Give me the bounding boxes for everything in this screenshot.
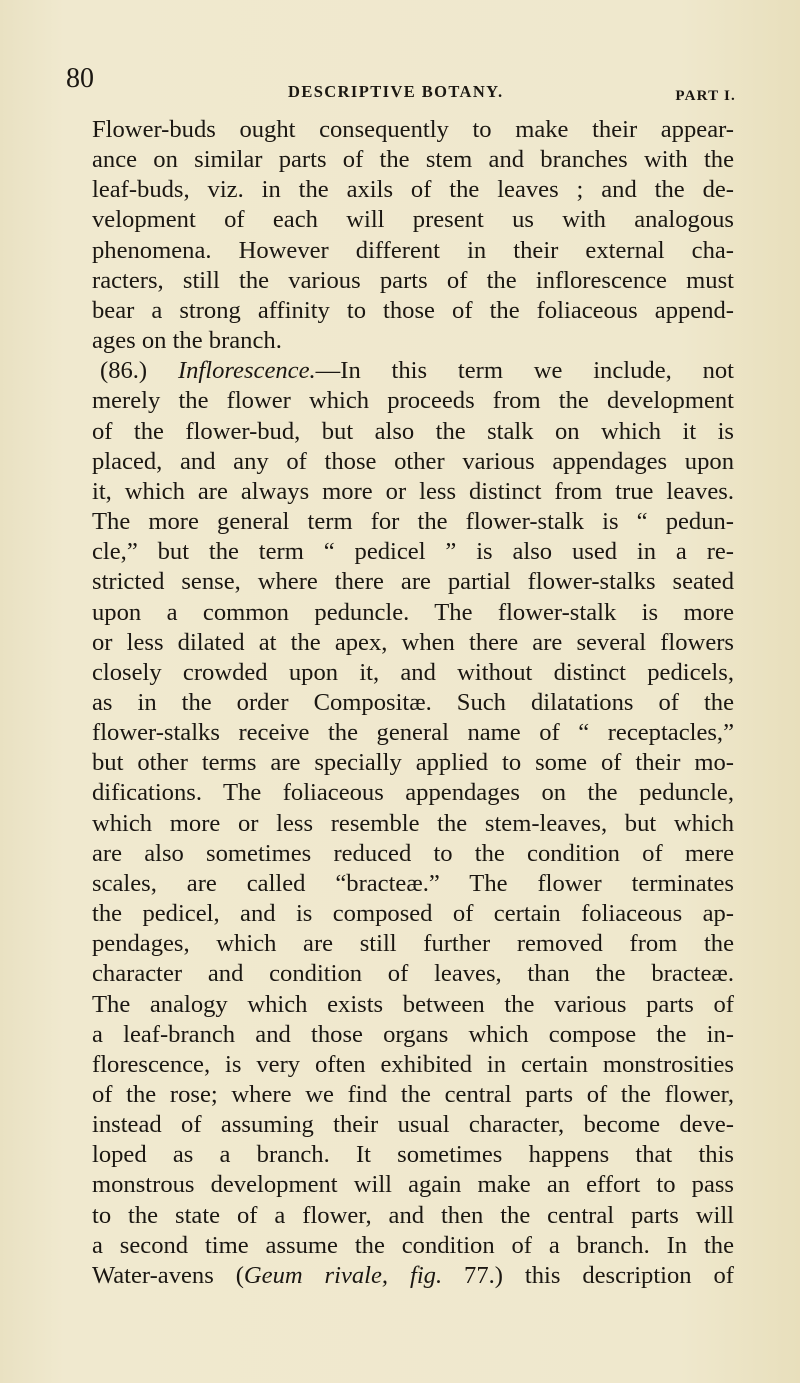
text-line: a second time assume the condition of a branch. In the — [92, 1231, 734, 1259]
text-line: The more general term for the flower-stalk is “ pedun- — [92, 508, 734, 536]
text-line: stricted sense, where there are partial flower-stalks seated — [92, 568, 734, 596]
text-line: character and condition of leaves, than the bracteæ. — [92, 960, 734, 988]
section-number: (86.) — [100, 357, 178, 385]
text-line: difications. The foliaceous appendages on the peduncle, — [92, 779, 734, 807]
text-line: as in the order Compositæ. Such dilatations of the — [92, 688, 734, 716]
section-term: Inflorescence. — [177, 357, 316, 385]
text-line: of the rose; where we find the central parts of the flower, — [92, 1081, 734, 1108]
text-line: upon a common peduncle. The flower-stalk is more — [92, 598, 734, 626]
section-heading-line — [92, 356, 734, 386]
text-line: closely crowded upon it, and without distinct pedicels, — [92, 658, 734, 686]
text-line: monstrous development will again make an effort to pass — [92, 1171, 734, 1199]
body-text — [92, 115, 734, 1291]
text-line: instead of assuming their usual character, become deve- — [92, 1111, 734, 1139]
section-text: —In this term we include, not — [315, 357, 734, 385]
text-line: florescence, is very often exhibited in certain monstrosities — [92, 1050, 734, 1078]
text-line: the pedicel, and is composed of certain foliaceous ap- — [92, 900, 734, 928]
text-run: Water-avens ( — [92, 1261, 244, 1289]
text-line: it, which are always more or less distinct from true leaves. — [92, 477, 734, 505]
text-line: The analogy which exists between the various parts of — [92, 990, 734, 1018]
text-line: scales, are called “bracteæ.” The flower terminates — [92, 869, 734, 897]
text-line: velopment of each will present us with analogous — [92, 206, 734, 234]
text-line: ance on similar parts of the stem and branches with the — [92, 146, 734, 174]
text-line: loped as a branch. It sometimes happens that this — [92, 1141, 734, 1169]
species-name: Geum rivale, fig. — [243, 1261, 443, 1289]
page-header — [66, 62, 736, 102]
text-line: are also sometimes reduced to the condition of mere — [92, 839, 734, 867]
text-line: racters, still the various parts of the inflorescence must — [92, 266, 734, 294]
part-label: PART I. — [675, 88, 736, 104]
text-line: cle,” but the term “ pedicel ” is also used in a re- — [92, 538, 734, 566]
text-line: bear a strong affinity to those of the foliaceous append- — [92, 296, 734, 324]
text-line — [92, 1261, 734, 1291]
page-number: 80 — [66, 63, 94, 94]
text-line: flower-stalks receive the general name of “ receptacles,” — [92, 719, 734, 747]
text-line: phenomena. However different in their external cha- — [92, 236, 734, 264]
running-title: DESCRIPTIVE BOTANY. — [288, 82, 504, 101]
text-line: a leaf-branch and those organs which compose the in- — [92, 1020, 734, 1048]
text-line: but other terms are specially applied to some of their mo- — [92, 749, 734, 777]
text-line: merely the flower which proceeds from the development — [92, 387, 734, 415]
text-line: which more or less resemble the stem-leaves, but which — [92, 809, 734, 837]
text-line: of the flower-bud, but also the stalk on which it is — [92, 417, 734, 445]
text-run: 77.) this description of — [442, 1261, 734, 1289]
text-line: ages on the branch. — [92, 327, 282, 355]
text-line: leaf-buds, viz. in the axils of the leaves ; and the de- — [92, 176, 734, 204]
text-line: pendages, which are still further removed from the — [92, 930, 734, 958]
text-line: Flower-buds ought consequently to make their appear- — [92, 116, 734, 143]
text-line: to the state of a flower, and then the central parts will — [92, 1201, 734, 1229]
text-line: or less dilated at the apex, when there are several flowers — [92, 628, 734, 656]
text-line: placed, and any of those other various appendages upon — [92, 447, 734, 475]
